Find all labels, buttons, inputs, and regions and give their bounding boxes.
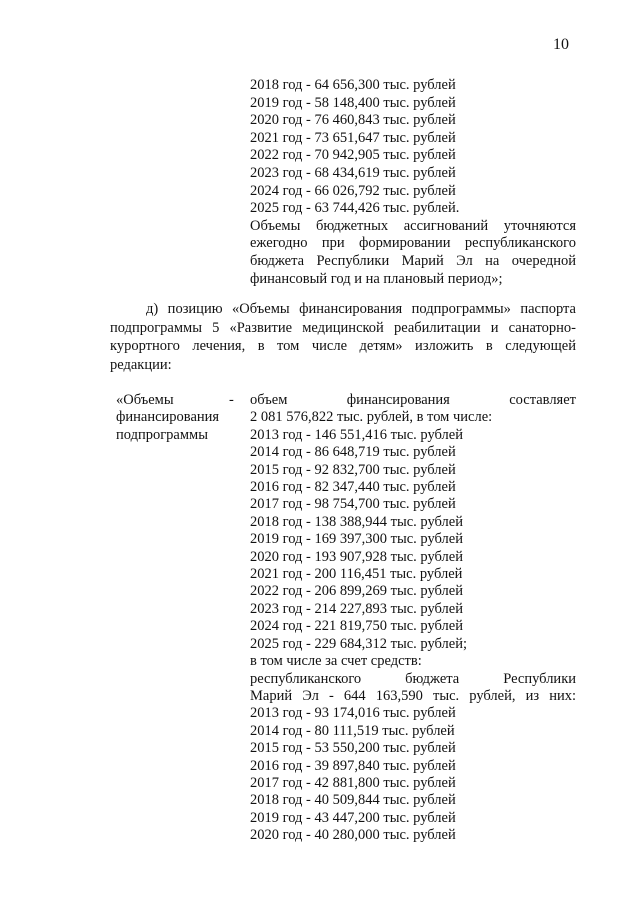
table-label-row [116,392,246,409]
funding-year-line: 2025 год - 63 744,426 тыс. рублей. [250,200,460,217]
budget-note-line: ежегодно при формировании республиканского [250,235,576,252]
budget-note-line: финансовый год и на плановый период»; [250,270,503,287]
table-value-line: 2014 год - 86 648,719 тыс. рублей [250,444,456,461]
table-value-line: 2015 год - 92 832,700 тыс. рублей [250,461,456,478]
table-value-line: 2019 год - 43 447,200 тыс. рублей [250,809,456,826]
funding-year-line: 2021 год - 73 651,647 тыс. рублей [250,129,456,146]
table-value-line: 2020 год - 193 907,928 тыс. рублей [250,548,463,565]
table-value-line: 2016 год - 39 897,840 тыс. рублей [250,757,456,774]
budget-note-line: Объемы бюджетных ассигнований уточняются [250,217,576,234]
table-value-line: 2017 год - 42 881,800 тыс. рублей [250,774,456,791]
table-value-line: в том числе за счет средств: [250,653,422,670]
table-value-line: 2 081 576,822 тыс. рублей, в том числе: [250,409,493,426]
table-label-line: «Объемы [116,392,174,408]
table-value-line: 2019 год - 169 397,300 тыс. рублей [250,531,463,548]
table-value-line: 2018 год - 138 388,944 тыс. рублей [250,513,463,530]
table-label-line: финансирования [116,409,220,426]
table-value-line: 2013 год - 146 551,416 тыс. рублей [250,426,463,443]
table-value-line: республиканского бюджета Республики [250,670,576,687]
table-label-line: подпрограммы [116,426,208,443]
table-value-line: 2015 год - 53 550,200 тыс. рублей [250,740,456,757]
table-value-line: 2021 год - 200 116,451 тыс. рублей [250,566,463,583]
funding-year-line: 2023 год - 68 434,619 тыс. рублей [250,164,456,181]
table-value-column [250,392,576,845]
table-label-column [116,392,246,444]
page-number: 10 [553,36,569,53]
label-dash: - [229,392,234,408]
funding-year-line: 2019 год - 58 148,400 тыс. рублей [250,94,456,111]
table-value-line: 2016 год - 82 347,440 тыс. рублей [250,479,456,496]
paragraph-d [110,300,576,374]
budget-note-line: бюджета Республики Марий Эл на очередной [250,252,576,269]
table-value-line: 2024 год - 221 819,750 тыс. рублей [250,618,463,635]
funding-year-line: 2022 год - 70 942,905 тыс. рублей [250,147,456,164]
top-funding-block [250,77,576,288]
paragraph-line: курортного лечения, в том числе детям» изложить в следующей [110,338,576,355]
funding-year-line: 2018 год - 64 656,300 тыс. рублей [250,77,456,93]
funding-year-line: 2020 год - 76 460,843 тыс. рублей [250,112,456,129]
paragraph-line: д) позицию «Объемы финансирования подпрограммы» паспорта [146,301,576,317]
table-value-line: 2014 год - 80 111,519 тыс. рублей [250,722,455,739]
table-value-line: объем финансирования составляет [250,392,576,408]
table-value-line: 2020 год - 40 280,000 тыс. рублей [250,827,456,844]
table-value-line: 2025 год - 229 684,312 тыс. рублей; [250,635,467,652]
table-value-line: 2013 год - 93 174,016 тыс. рублей [250,705,456,722]
table-value-line: 2023 год - 214 227,893 тыс. рублей [250,600,463,617]
table-value-line: 2018 год - 40 509,844 тыс. рублей [250,792,456,809]
table-value-line: 2022 год - 206 899,269 тыс. рублей [250,583,463,600]
table-value-line: Марий Эл - 644 163,590 тыс. рублей, из них: [250,687,576,704]
funding-year-line: 2024 год - 66 026,792 тыс. рублей [250,182,456,199]
paragraph-line: подпрограммы 5 «Развитие медицинской реабилитации и санаторно- [110,319,576,336]
paragraph-line: редакции: [110,356,172,373]
table-value-line: 2017 год - 98 754,700 тыс. рублей [250,496,456,513]
